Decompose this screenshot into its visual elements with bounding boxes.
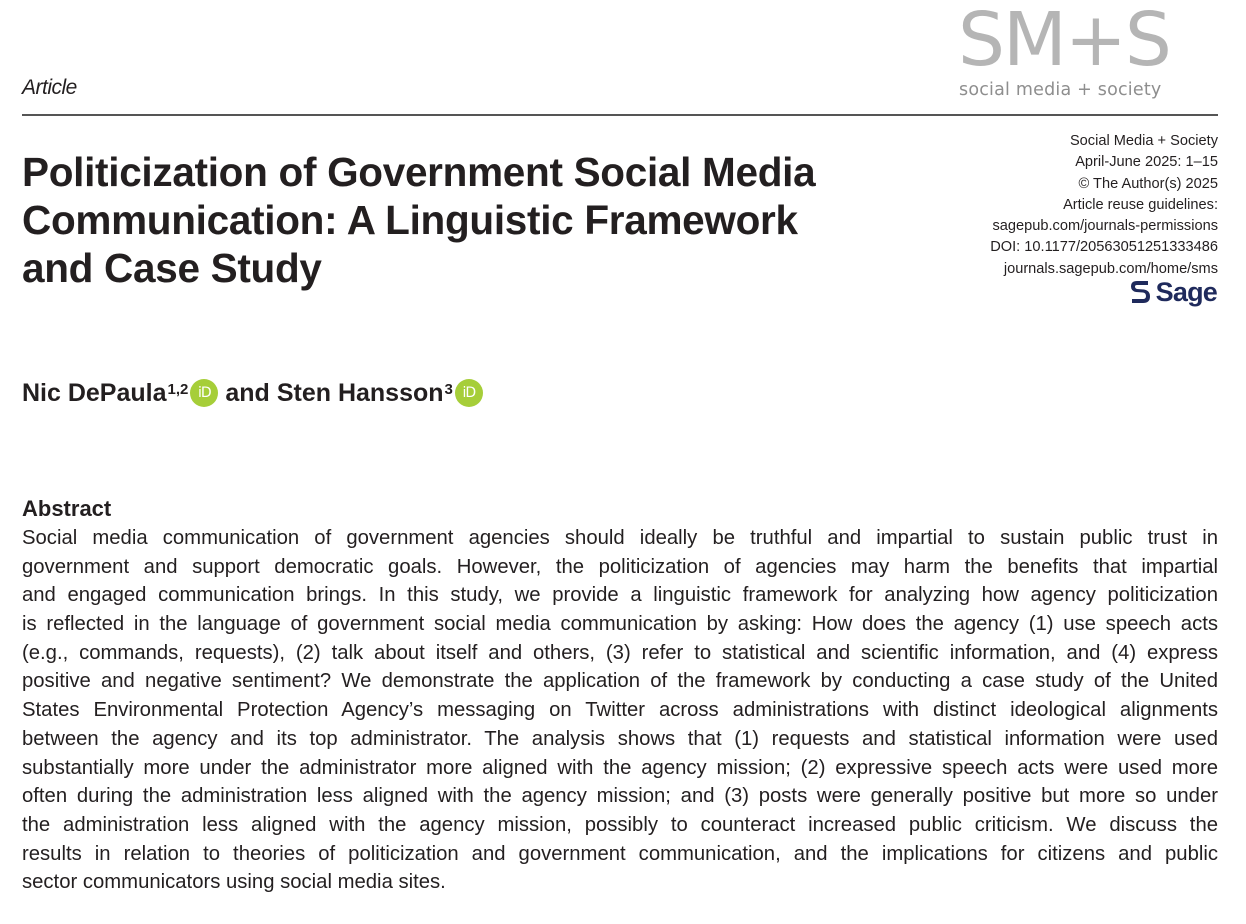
abstract-line: and engaged communication brings. In this study, we provide a linguistic framework for analyzing how agency politicization <box>22 584 1218 607</box>
abstract-line: the administration less aligned with the agency mission, possibly to counteract increased public criticism. We discuss the <box>22 813 1218 836</box>
header-divider <box>22 114 1218 116</box>
journal-logo <box>958 0 1170 100</box>
orcid-icon[interactable]: iD <box>190 379 218 407</box>
author-list <box>22 376 490 410</box>
sage-s-icon <box>1129 278 1151 306</box>
abstract-body <box>22 524 1218 897</box>
author-connector: and <box>225 379 270 407</box>
meta-journal-link[interactable]: journals.sagepub.com/home/sms <box>1003 260 1218 277</box>
abstract-line: often during the administration less aligned with the agency mission; and (3) posts were generally positive but more so under <box>22 785 1218 808</box>
abstract-line: sector communicators using social media sites. <box>22 871 446 894</box>
meta-reuse-label: Article reuse guidelines: <box>1063 196 1218 213</box>
journal-logo-wordmark: social media + society <box>959 80 1162 100</box>
abstract-line: results in relation to theories of politicization and government communication, and the implications for citizens and public <box>22 842 1218 865</box>
sage-logo <box>1129 277 1217 307</box>
publication-meta <box>990 131 1218 280</box>
sage-wordmark: Sage <box>1155 277 1217 307</box>
meta-issue-pages: April-June 2025: 1–15 <box>1075 154 1218 171</box>
abstract-line: States Environmental Protection Agency’s messaging on Twitter across administrations with distinct ideological alignments <box>22 699 1218 722</box>
abstract-line: government and support democratic goals. However, the politicization of agencies may harm the benefits that impartial <box>22 555 1218 578</box>
meta-doi[interactable]: DOI: 10.1177/20563051251333486 <box>990 239 1218 256</box>
journal-logo-mark: SM+S <box>958 0 1170 83</box>
abstract-line: substantially more under the administrator more aligned with the agency mission; (2) expressive speech acts were used more <box>22 756 1218 779</box>
abstract-line: is reflected in the language of government social media communication by asking: How does the agency (1) use speech acts <box>22 613 1218 636</box>
abstract-line: between the agency and its top administrator. The analysis shows that (1) requests and statistical information were used <box>22 727 1218 750</box>
title-line: and Case Study <box>22 245 322 291</box>
author-affiliation-marker[interactable]: 1,2 <box>167 380 189 398</box>
meta-journal-name: Social Media + Society <box>1069 133 1218 149</box>
author-affiliation-marker[interactable]: 3 <box>444 380 453 398</box>
article-title <box>22 148 922 292</box>
abstract-line: Social media communication of government agencies should ideally be truthful and impartial to sustain public trust in <box>22 527 1218 549</box>
meta-copyright: © The Author(s) 2025 <box>1078 175 1218 192</box>
abstract-line: (e.g., commands, requests), (2) talk about itself and others, (3) refer to statistical and scientific information, and (4) express <box>22 641 1218 664</box>
author-name[interactable]: Sten Hansson <box>276 379 444 407</box>
abstract-heading: Abstract <box>22 496 112 521</box>
title-line: Communication: A Linguistic Framework <box>22 197 798 243</box>
article-type-label: Article <box>22 76 77 99</box>
author-name[interactable]: Nic DePaula <box>22 379 167 407</box>
orcid-icon[interactable]: iD <box>455 379 483 407</box>
meta-permissions-link[interactable]: sagepub.com/journals-permissions <box>992 218 1218 235</box>
abstract-line: positive and negative sentiment? We demonstrate the application of the framework by conducting a case study of the United <box>22 670 1218 693</box>
title-line: Politicization of Government Social Media <box>22 149 816 195</box>
